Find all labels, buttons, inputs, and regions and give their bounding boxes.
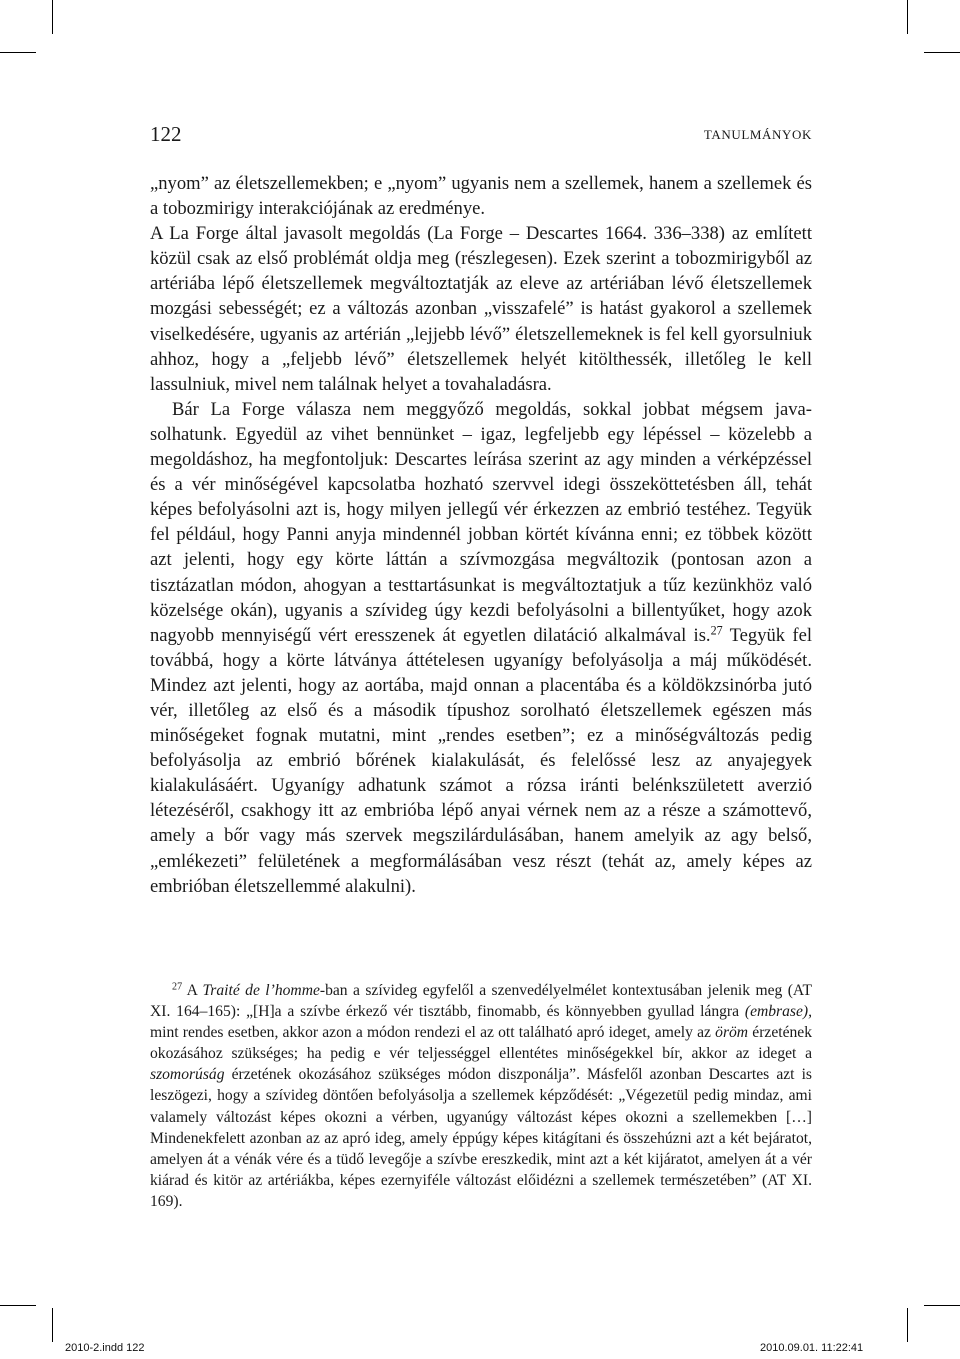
italic-term: szomorúság (150, 1066, 225, 1084)
footnote-reference[interactable]: 27 (710, 623, 723, 638)
running-head: TANULMÁNYOK (703, 127, 812, 142)
slug-file: 2010-2.indd 122 (65, 1342, 145, 1354)
crop-mark (52, 0, 53, 34)
italic-term: (embrase), (744, 1003, 812, 1021)
footnote-segment: mint rendes esetben, akkor azon a módon rendezi el az ott található apró ideget, amely az (150, 1024, 716, 1042)
paragraph-text: Tegyük fel továbbá, hogy a körte látványa áttételesen ugyanígy befolyásolja a máj működését. Mindez azt jelenti, hogy az aortába, majd onnan a placentába és a köldökzsinórba jutó vér, illetőleg az első és a második típushoz sorolható életszellemek egészen más minőségeket fognak mutatni, mint „rendes esetben”; ez a minőségváltozás pedig befolyásolja az embrió bőrének kialakulását, és felelőssé lesz az anyajegyek kialakulásáért. Ugyanígy adhatunk számot a rózsa iránti belénkszületett averzió létezéséről, csakhogy itt az embrióba lépő anyai vérnek nem az a része a számottevő, amely a bőr vagy más szervek megszilárdulásában, hanem amelyik az agy belső, „emlékezeti” felületének a megformálásában vesz részt (tehát az, amely képes az embrióban életszellemmé alakulni). (150, 624, 812, 897)
crop-mark (907, 0, 908, 34)
paragraph (150, 397, 812, 899)
crop-mark (924, 1305, 960, 1306)
crop-mark (0, 1305, 36, 1306)
main-text (150, 171, 812, 899)
footnote (150, 980, 812, 1212)
footnote-segment: érzetének okozásához szükséges módon diszponálja”. Másfelől azonban Descartes azt is leszögezi, hogy a szívideg döntően befolyásolja a szellemek képződését: „Végezetül pedig mindaz, ami valamely változást képes okozni a vérben, ugyanúgy változást képes okozni a szellemekben […] Mindenekfelett azonban az az apró ideg, amely éppúgy képes kitágítani és összehúzni azt a két bejáratot, amelyen át a vénák vére és a tüdő levegője a szívbe ereszkedik, mint azt a két kijáratot, amelyen át a vér kiárad és kitör az artériákba, képes ezernyiféle változást előidézni a szellemek természetében” (AT XI. 169). (150, 1066, 812, 1210)
footnote-segment: A (182, 982, 203, 999)
footnote-number: 27 (172, 981, 183, 993)
footnote-segment: -ban a szívideg egyfelől a szenvedélyelmélet kontextusában jelenik meg (AT XI. 164–165): „[H]a a szívbe érkező vér tisztább, finomabb, és könnyebben gyullad lángra (150, 982, 812, 1021)
crop-mark (52, 1308, 53, 1342)
page-header (150, 122, 812, 148)
crop-mark (924, 52, 960, 53)
paragraph (150, 171, 812, 221)
paragraph-text: „nyom” az életszellemekben; e „nyom” ugyanis nem a szellemek, hanem a szellemek és a tobozmirigy interakciójának az eredménye. (150, 173, 812, 220)
italic-term: öröm (715, 1024, 749, 1042)
paragraph-text: A La Forge által javasolt megoldás (La Forge – Descartes 1664. 336–338) az említett közül csak az első problémát oldja meg (részlegesen). Ezek szerint a tobozmirigyből az artériába lépő életszellemek megváltoztatják az eleve az artériában lévő életszellemek mozgási sebességét; ez a változás azonban „visszafelé” is hatást gyakorol a szellemek viselkedésére, ugyanis az artérián „lejjebb lévő” életszellemeknek is fel kell gyorsulniuk ahhoz, hogy a „feljebb lévő” életszellemek helyét kitölthessék, illetőleg le kell lassulniuk, mivel nem találnak helyet a tovahaladásra. (150, 223, 812, 395)
footnote-text (150, 980, 812, 1212)
slug-datetime: 2010.09.01. 11:22:41 (760, 1342, 864, 1354)
crop-mark (907, 1308, 908, 1342)
footnote-segment: érzetének okozásához szükséges; ha pedig e vér teljességgel ellentétes minőségekkel bír, akkor az ideget a (150, 1024, 813, 1063)
crop-mark (0, 52, 36, 53)
work-title: Traité de l’homme (202, 982, 320, 999)
page-number: 122 (150, 122, 182, 146)
paragraph (150, 221, 812, 397)
paragraph-text: Bár La Forge válasza nem meggyőző megoldás, sokkal jobbat mégsem javasolhatunk. Egyedül az vihet bennünket – igaz, legfeljebb egy lépéssel – közelebb a megoldáshoz, ha megfontoljuk: Descartes leírása szerint az agy minden a vérképzéssel és a vér minőségével kapcsolatba hozható szervvel idegi összeköttetésben áll, tehát képes befolyásolni azt is, hogy milyen jellegű vér érkezzen az embrió testéhez. Tegyük fel például, hogy Panni anyja mindennél jobban körtét kívánna enni; ez többek között azt jelenti, hogy egy körte láttán a szívmozgása megváltozik (pontosan azon a tisztázatlan módon, ahogyan a testtartásunkat is megváltoztatjuk a tűz kezünkhöz való közelsége okán), ugyanis a szívideg úgy kezdi befolyásolni a billentyűket, hogy azok nagyobb mennyiségű vért eresszenek át egyetlen dilatáció alkalmával is. (150, 398, 812, 646)
